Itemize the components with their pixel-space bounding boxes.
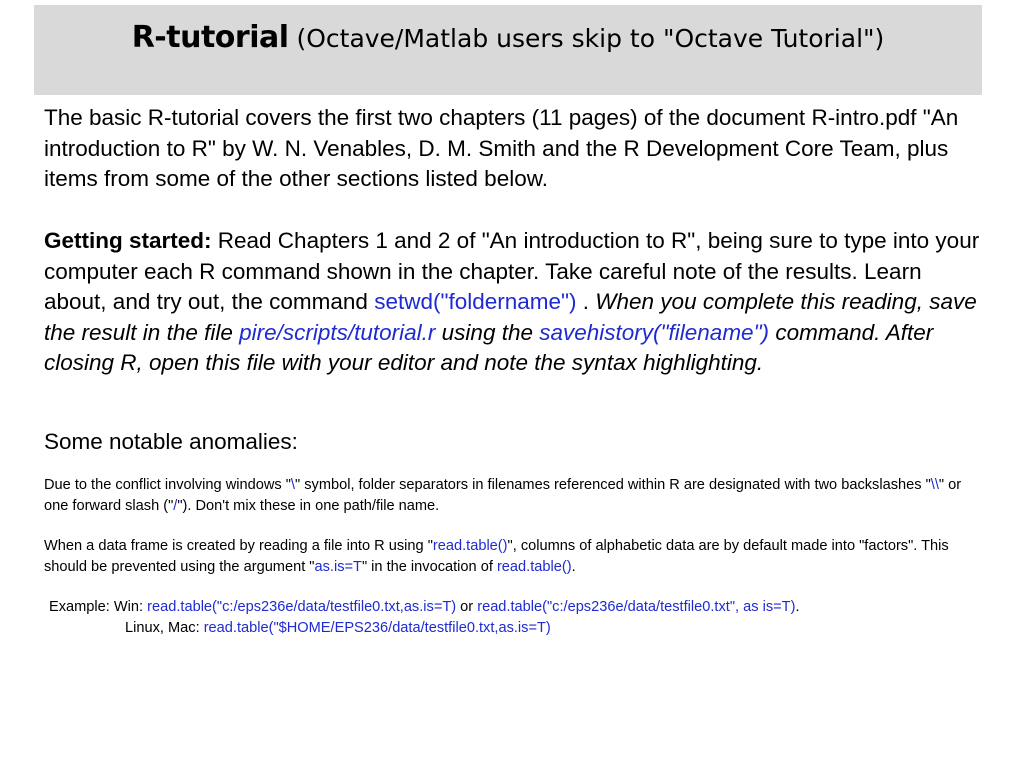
read-table-command: read.table() xyxy=(432,538,508,554)
instruction-text: When you complete this reading, save the result in the file xyxy=(44,289,977,345)
note-text: " or one forward slash (" xyxy=(44,477,962,514)
note-text: "). Don't mix these in one path/file name. xyxy=(177,497,440,514)
anomalies-heading: Some notable anomalies: xyxy=(44,429,298,454)
note-text: " symbol, folder separators in filenames referenced within R are designated with two backslashes " xyxy=(294,477,931,493)
example-linux-command: read.table("$HOME/EPS236/data/testfile0.txt,as.is=T) xyxy=(203,620,551,636)
intro-paragraph: The basic R-tutorial covers the first two chapters (11 pages) of the document R-intro.pdf "An introduction to R" by W. N. Venables, D. M. Smith and the R Development Core Team, plus items from some of the other sections listed below. xyxy=(44,105,959,191)
getting-started-paragraph xyxy=(44,226,984,379)
note-text: Due to the conflict involving windows " xyxy=(44,477,291,493)
example-windows xyxy=(49,597,989,618)
title-subtitle: (Octave/Matlab users skip to "Octave Tutorial") xyxy=(288,24,885,53)
instruction-text-3: command. After closing R, open this file with your editor and note the syntax highlighting. xyxy=(44,319,934,375)
as-is-argument: as.is=T xyxy=(314,558,362,575)
example-win-command-1: read.table("c:/eps236e/data/testfile0.txt,as.is=T) xyxy=(147,599,457,615)
note-text: . xyxy=(571,558,576,575)
getting-started-label: Getting started: xyxy=(44,228,212,253)
note-text: " in the invocation of xyxy=(361,558,497,575)
title-main: R-tutorial xyxy=(131,20,289,55)
factors-note xyxy=(44,536,984,577)
read-table-command: read.table() xyxy=(496,558,572,575)
backslash-symbol: \ xyxy=(290,477,295,493)
getting-started-text: Read Chapters 1 and 2 of "An introduction to R", being sure to type into your computer each R command shown in the chapter. Take careful note of the results. Learn about, and try out, the command xyxy=(44,228,980,314)
title-banner xyxy=(34,5,982,95)
tutorial-file-path: pire/scripts/tutorial.r xyxy=(239,319,436,345)
double-backslash-symbol: \\ xyxy=(930,477,939,493)
backslash-note xyxy=(44,475,984,516)
savehistory-command: savehistory("filename") xyxy=(539,319,770,345)
example-or: or xyxy=(456,599,478,615)
setwd-command: setwd("foldername") xyxy=(374,289,577,314)
example-linux-label: Linux, Mac: xyxy=(125,620,204,636)
note-text: When a data frame is created by reading a file into R using " xyxy=(44,538,433,554)
example-win-command-2: read.table("c:/eps236e/data/testfile0.txt", as is=T) xyxy=(477,599,796,615)
note-text: ", columns of alphabetic data are by default made into "factors". This should be prevented using the argument " xyxy=(44,538,949,575)
slash-symbol: / xyxy=(173,497,178,514)
example-period: . xyxy=(795,599,800,615)
example-linux xyxy=(125,618,1024,639)
getting-started-text-2: . xyxy=(576,289,596,314)
example-win-label: Example: Win: xyxy=(49,599,148,615)
slide-title xyxy=(34,20,982,55)
instruction-text-2: using the xyxy=(435,319,540,345)
